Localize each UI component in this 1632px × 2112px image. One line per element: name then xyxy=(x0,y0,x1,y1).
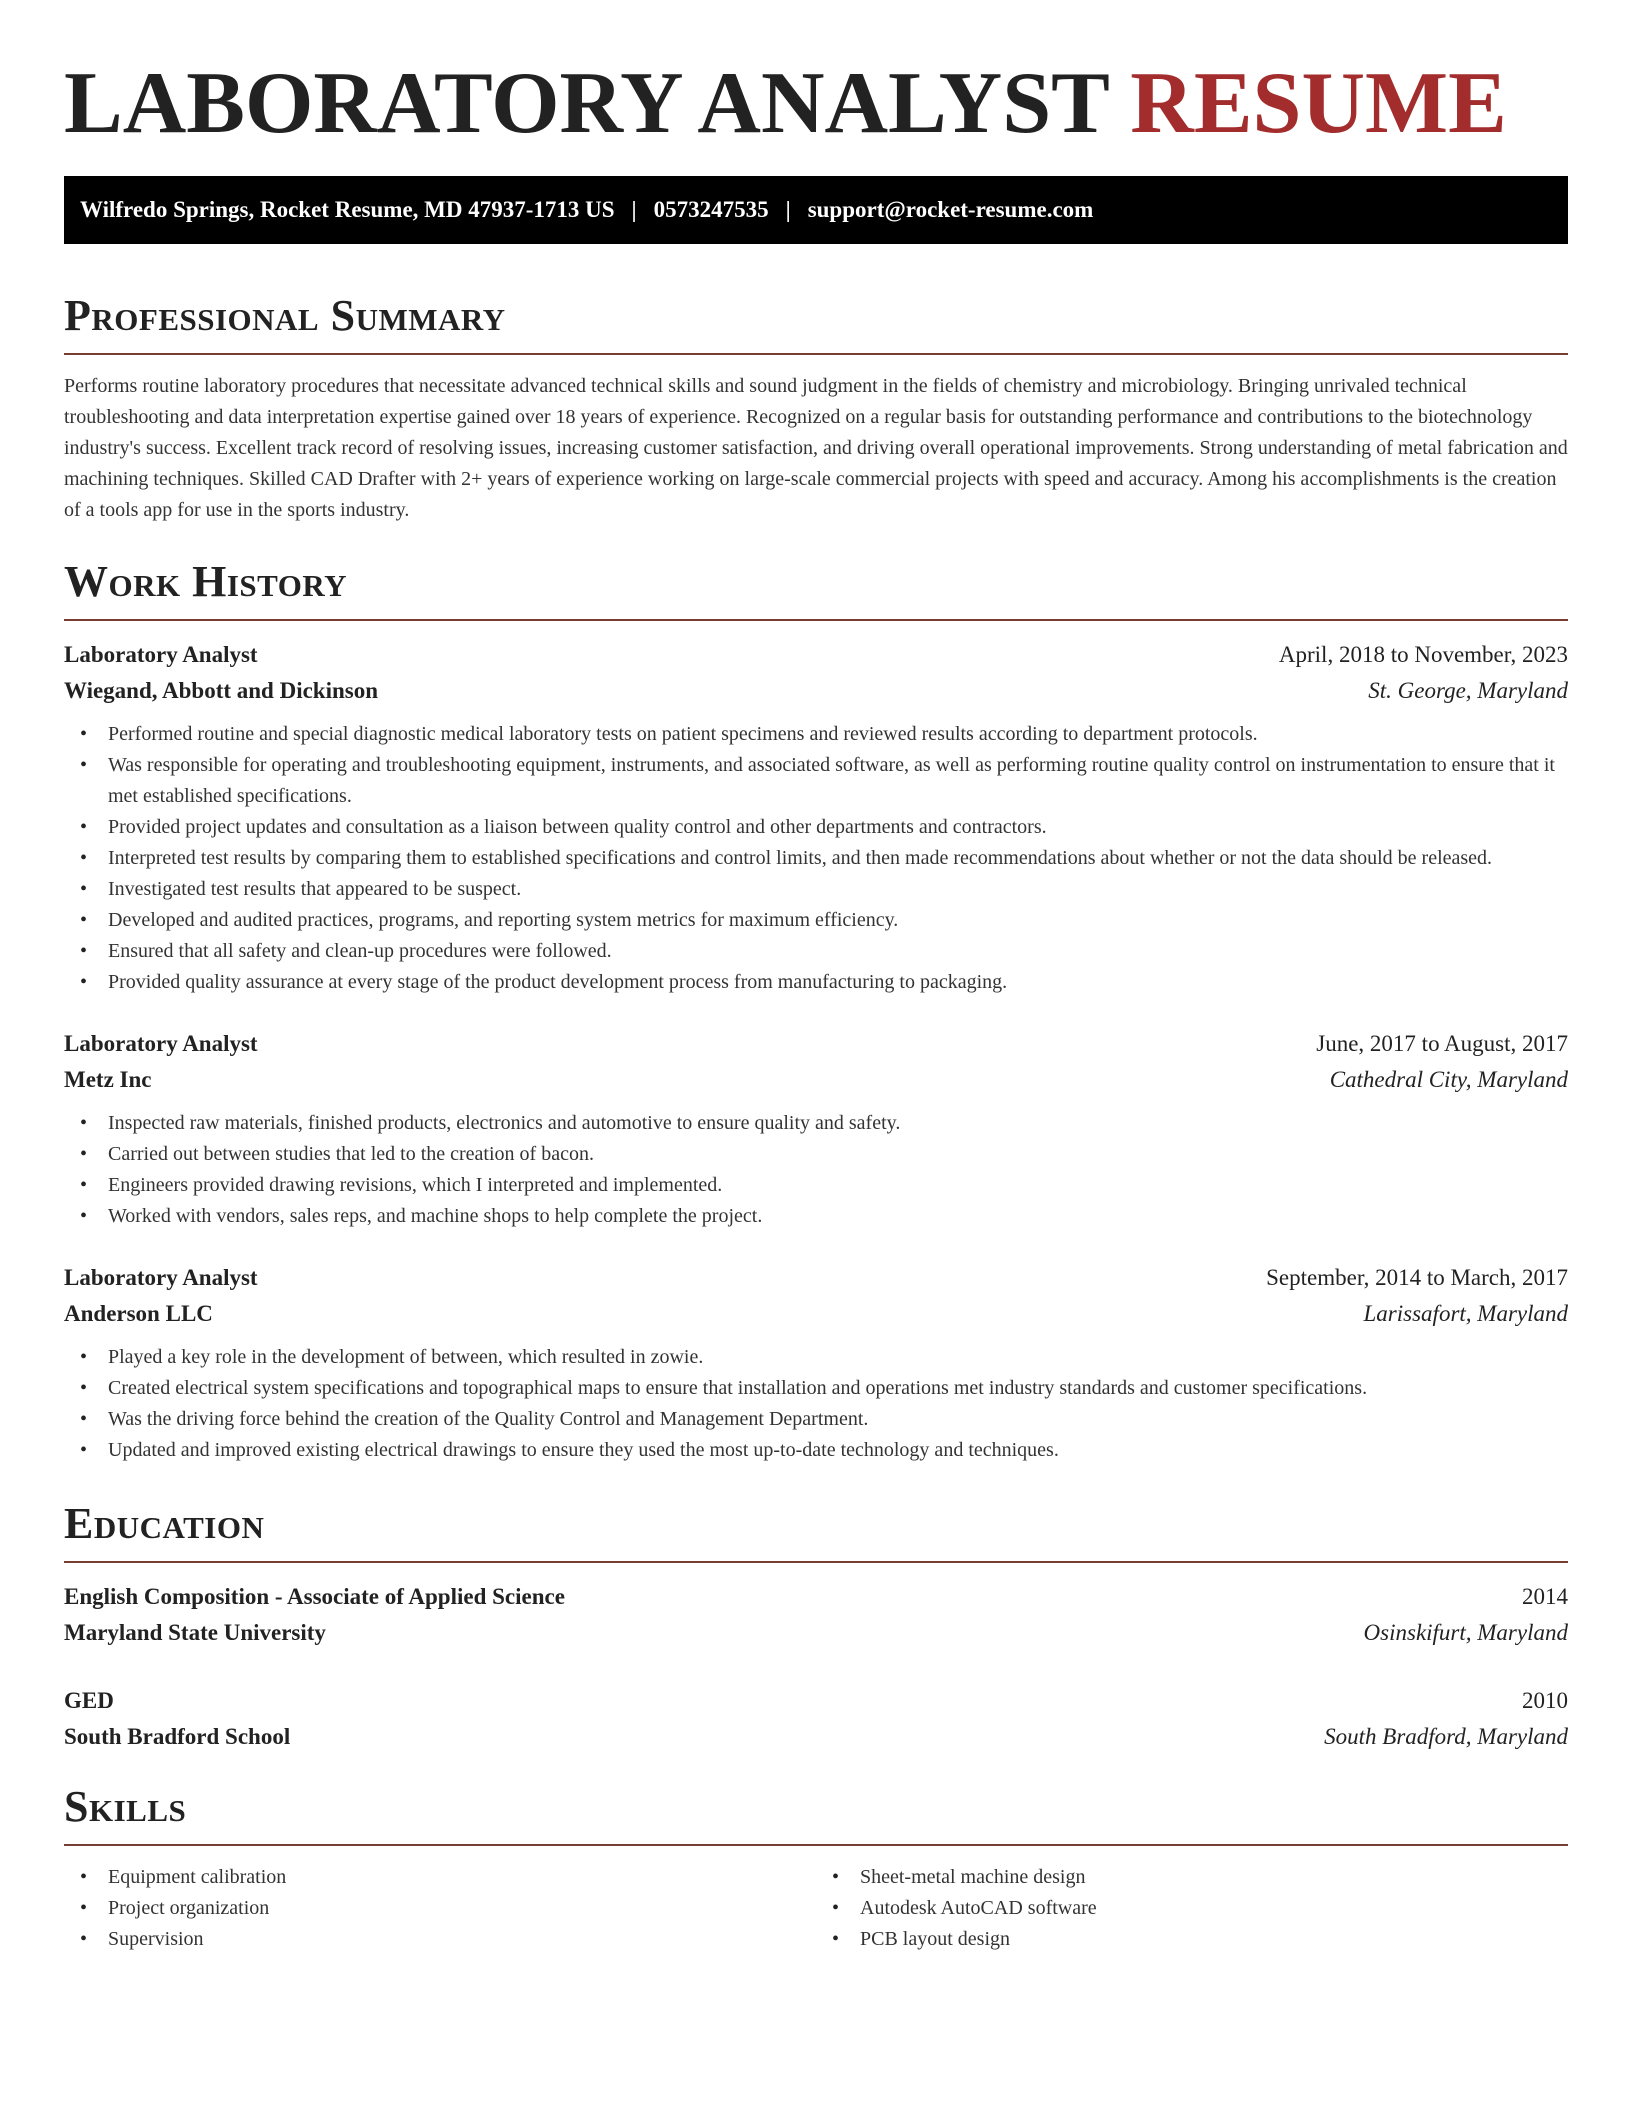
summary-section xyxy=(64,291,1568,526)
list-item: • Engineers provided drawing revisions, which I interpreted and implemented. xyxy=(64,1170,1568,1201)
education-heading: Education xyxy=(64,1499,265,1548)
list-item: • Interpreted test results by comparing them to established specifications and control limits, and then made recommendations about whether or not the data should be released. xyxy=(64,843,1568,874)
list-item: • Was the driving force behind the creation of the Quality Control and Management Department. xyxy=(64,1404,1568,1435)
skill-item: • Sheet-metal machine design xyxy=(816,1862,1568,1893)
job-header-row xyxy=(64,1026,1568,1062)
list-item: • Provided quality assurance at every stage of the product development process from manufacturing to packaging. xyxy=(64,967,1568,998)
skill-item: • Project organization xyxy=(64,1893,816,1924)
job-company-row xyxy=(64,673,1568,709)
job-company: Metz Inc xyxy=(64,1067,152,1092)
contact-separator: | xyxy=(785,197,791,222)
job-title: Laboratory Analyst xyxy=(64,642,258,667)
contact-bar xyxy=(64,176,1568,244)
work-history-section xyxy=(64,557,1568,1466)
list-item: • Played a key role in the development of between, which resulted in zowie. xyxy=(64,1342,1568,1373)
job-header-row xyxy=(64,637,1568,673)
section-divider xyxy=(64,619,1568,621)
contact-address: Wilfredo Springs, Rocket Resume, MD 47937-1713 US xyxy=(80,197,615,222)
education-location: South Bradford, Maryland xyxy=(1324,1724,1568,1749)
education-entry xyxy=(64,1579,1568,1651)
summary-heading: Professional Summary xyxy=(64,291,506,340)
job-header-row xyxy=(64,1260,1568,1296)
title-accent: RESUME xyxy=(1130,55,1507,152)
education-header-row xyxy=(64,1683,1568,1719)
job-location: St. George, Maryland xyxy=(1368,678,1568,703)
education-location: Osinskifurt, Maryland xyxy=(1363,1620,1568,1645)
job-location: Cathedral City, Maryland xyxy=(1329,1067,1568,1092)
list-item: • Investigated test results that appeared to be suspect. xyxy=(64,874,1568,905)
job-entry xyxy=(64,1026,1568,1232)
list-item: • Worked with vendors, sales reps, and machine shops to help complete the project. xyxy=(64,1201,1568,1232)
skills-left-column xyxy=(64,1862,816,1955)
list-item: • Developed and audited practices, programs, and reporting system metrics for maximum efficiency. xyxy=(64,905,1568,936)
list-item: • Ensured that all safety and clean-up procedures were followed. xyxy=(64,936,1568,967)
summary-text: Performs routine laboratory procedures that necessitate advanced technical skills and sound judgment in the fields of chemistry and microbiology. Bringing unrivaled technical troubleshooting and data interpretation expertise gained over 18 years of experience. Recognized on a regular basis for outstanding performance and contributions to the biotechnology industry's success. Excellent track record of resolving issues, increasing customer satisfaction, and driving overall operational improvements. Strong understanding of metal fabrication and machining techniques. Skilled CAD Drafter with 2+ years of experience working on large-scale commercial projects with speed and accuracy. Among his accomplishments is the creation of a tools app for use in the sports industry. xyxy=(64,375,1568,521)
education-year: 2014 xyxy=(1522,1584,1568,1609)
education-header-row xyxy=(64,1579,1568,1615)
education-school: South Bradford School xyxy=(64,1724,291,1749)
contact-separator: | xyxy=(631,197,637,222)
contact-email[interactable]: support@rocket-resume.com xyxy=(807,197,1094,222)
section-divider xyxy=(64,1561,1568,1563)
job-bullets xyxy=(64,1342,1568,1466)
skill-item: • Equipment calibration xyxy=(64,1862,816,1893)
list-item: • Was responsible for operating and troubleshooting equipment, instruments, and associated software, as well as performing routine quality control on instrumentation to ensure that it met established specifications. xyxy=(64,750,1568,812)
work-history-heading: Work History xyxy=(64,557,348,606)
title-main: LABORATORY ANALYST xyxy=(64,55,1109,152)
education-degree: English Composition - Associate of Applied Science xyxy=(64,1584,565,1609)
list-item: • Created electrical system specifications and topographical maps to ensure that installation and operations met industry standards and customer specifications. xyxy=(64,1373,1568,1404)
resume-title xyxy=(64,55,1568,176)
job-company: Anderson LLC xyxy=(64,1301,213,1326)
education-school: Maryland State University xyxy=(64,1620,326,1645)
contact-phone[interactable]: 0573247535 xyxy=(653,197,769,222)
education-school-row xyxy=(64,1719,1568,1755)
list-item: • Carried out between studies that led to the creation of bacon. xyxy=(64,1139,1568,1170)
skill-item: • Autodesk AutoCAD software xyxy=(816,1893,1568,1924)
education-year: 2010 xyxy=(1522,1688,1568,1713)
job-company-row xyxy=(64,1062,1568,1098)
section-divider xyxy=(64,353,1568,355)
job-title: Laboratory Analyst xyxy=(64,1265,258,1290)
list-item: • Inspected raw materials, finished products, electronics and automotive to ensure quality and safety. xyxy=(64,1108,1568,1139)
section-divider xyxy=(64,1844,1568,1846)
education-section xyxy=(64,1499,1568,1755)
job-company-row xyxy=(64,1296,1568,1332)
skills-heading: Skills xyxy=(64,1782,187,1831)
job-entry xyxy=(64,637,1568,998)
job-bullets xyxy=(64,1108,1568,1232)
job-entry xyxy=(64,1260,1568,1466)
list-item: • Provided project updates and consultation as a liaison between quality control and other departments and contractors. xyxy=(64,812,1568,843)
job-title: Laboratory Analyst xyxy=(64,1031,258,1056)
skill-item: • Supervision xyxy=(64,1924,816,1955)
skills-grid xyxy=(64,1862,1568,1955)
job-dates: September, 2014 to March, 2017 xyxy=(1266,1265,1568,1290)
skills-right-column xyxy=(816,1862,1568,1955)
job-bullets xyxy=(64,719,1568,998)
education-entry xyxy=(64,1683,1568,1755)
job-dates: June, 2017 to August, 2017 xyxy=(1316,1031,1568,1056)
skills-section xyxy=(64,1782,1568,1955)
education-degree: GED xyxy=(64,1688,114,1713)
list-item: • Updated and improved existing electrical drawings to ensure they used the most up-to-date technology and techniques. xyxy=(64,1435,1568,1466)
skill-item: • PCB layout design xyxy=(816,1924,1568,1955)
job-location: Larissafort, Maryland xyxy=(1363,1301,1568,1326)
education-school-row xyxy=(64,1615,1568,1651)
job-dates: April, 2018 to November, 2023 xyxy=(1278,642,1568,667)
list-item: • Performed routine and special diagnostic medical laboratory tests on patient specimens and reviewed results according to department protocols. xyxy=(64,719,1568,750)
job-company: Wiegand, Abbott and Dickinson xyxy=(64,678,379,703)
